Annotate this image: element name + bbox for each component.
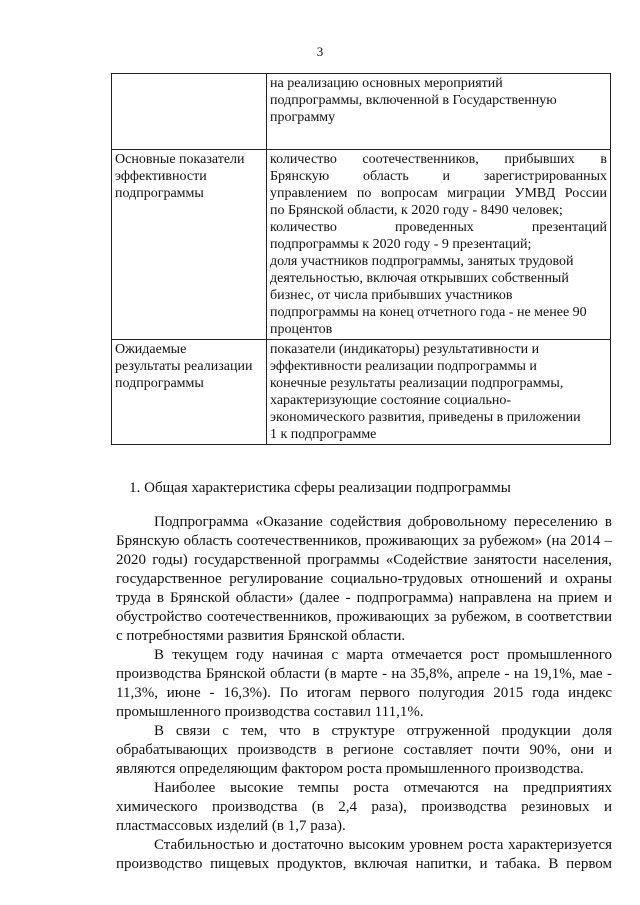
page-number: 3 — [316, 44, 324, 59]
table-label-line: Основные показатели — [115, 152, 245, 167]
table-value-cell — [267, 340, 611, 445]
section-title: 1. Общая характеристика сферы реализации подпрограммы — [129, 480, 511, 496]
table-value-line: конечные результаты реализации подпрограммы, — [270, 376, 564, 391]
table-row — [112, 74, 611, 150]
table-row — [112, 340, 611, 445]
table-value-line: эффективности реализации подпрограммы и — [270, 359, 537, 374]
table-value-line: подпрограммы к 2020 году - 9 презентаций; — [270, 237, 532, 252]
body-line: Подпрограмма «Оказание содействия добровольному переселению в — [154, 514, 612, 530]
table-value-line: характеризующие состояние социально- — [270, 393, 512, 408]
table-label-cell — [112, 74, 267, 150]
body-text — [116, 513, 612, 874]
body-line: Стабильностью и достаточно высоким уровнем роста характеризуется — [154, 837, 612, 853]
table-value-line: количество соотечественников, прибывших в — [270, 152, 607, 167]
body-line: 2020 годы) государственной программы «Содействие занятости населения, — [116, 552, 612, 568]
body-line: производство пищевых продуктов, включая напитки, и табака. В первом — [116, 856, 612, 872]
body-line: химического производства (в 2,4 раза), производства резиновых и — [116, 799, 612, 815]
body-line: труда в Брянской области» (далее - подпрограмма) направлена на прием и — [116, 590, 612, 606]
table-value-line: программу — [270, 110, 336, 125]
body-line: В текущем году начиная с марта отмечается рост промышленного — [154, 647, 612, 663]
body-line: с потребностями развития Брянской области. — [116, 628, 406, 644]
table-value-line: доля участников подпрограммы, занятых трудовой — [270, 254, 574, 269]
body-line: промышленного производства составил 111,1%. — [116, 704, 424, 720]
body-line: обрабатывающих производств в регионе составляет почти 90%, они и — [116, 742, 612, 758]
body-line: пластмассовых изделий (в 1,7 раза). — [116, 818, 346, 834]
table-value-line: процентов — [270, 322, 333, 337]
table-value-line: Брянскую область и зарегистрированных — [270, 169, 607, 184]
body-line: государственное регулирование социально-трудовых отношений и охраны — [116, 571, 612, 587]
table-label-cell — [112, 150, 267, 340]
table-value-line: подпрограммы, включенной в Государственную — [270, 93, 557, 108]
table-label-line: подпрограммы — [115, 186, 204, 201]
table-value-line: бизнес, от числа прибывших участников — [270, 288, 513, 303]
body-line: В связи с тем, что в структуре отгруженной продукции доля — [154, 723, 612, 739]
body-line: Брянскую область соотечественников, проживающих за рубежом» (на 2014 – — [116, 533, 612, 549]
table-label-line: Ожидаемые — [115, 342, 187, 357]
table-value-line: по Брянской области, к 2020 году - 8490 человек; — [270, 203, 563, 218]
table-value-line: на реализацию основных мероприятий — [270, 76, 503, 91]
table-value-line: управлением по вопросам миграции УМВД России — [270, 186, 607, 201]
table-row — [112, 150, 611, 340]
table-value-line: 1 к подпрограмме — [270, 427, 377, 442]
body-line: 11,3%, июне - 16,3%). По итогам первого полугодия 2015 года индекс — [116, 685, 612, 701]
table-value-line: количество проведенных презентаций — [270, 220, 607, 235]
table-value-line: подпрограммы на конец отчетного года - не менее 90 — [270, 305, 587, 320]
body-line: производства Брянской области (в марте - на 35,8%, апреле - на 19,1%, мае - — [116, 666, 612, 682]
table-label-line: эффективности — [115, 169, 207, 184]
table-label-cell — [112, 340, 267, 445]
table-label-line: подпрограммы — [115, 376, 204, 391]
table-value-cell — [267, 74, 611, 150]
table-value-cell — [267, 150, 611, 340]
table-value-line: экономического развития, приведены в приложении — [270, 410, 581, 425]
table-label-line: результаты реализации — [115, 359, 253, 374]
body-line: обустройство соотечественников, проживающих за рубежом, в соответствии — [116, 609, 612, 625]
table-value-line: показатели (индикаторы) результативности и — [270, 342, 540, 357]
body-line: Наиболее высокие темпы роста отмечаются на предприятиях — [154, 780, 612, 796]
body-line: являются определяющим фактором роста промышленного производства. — [116, 761, 584, 777]
table-value-line: деятельностью, включая открывших собственный — [270, 271, 569, 286]
passport-table — [111, 73, 611, 445]
